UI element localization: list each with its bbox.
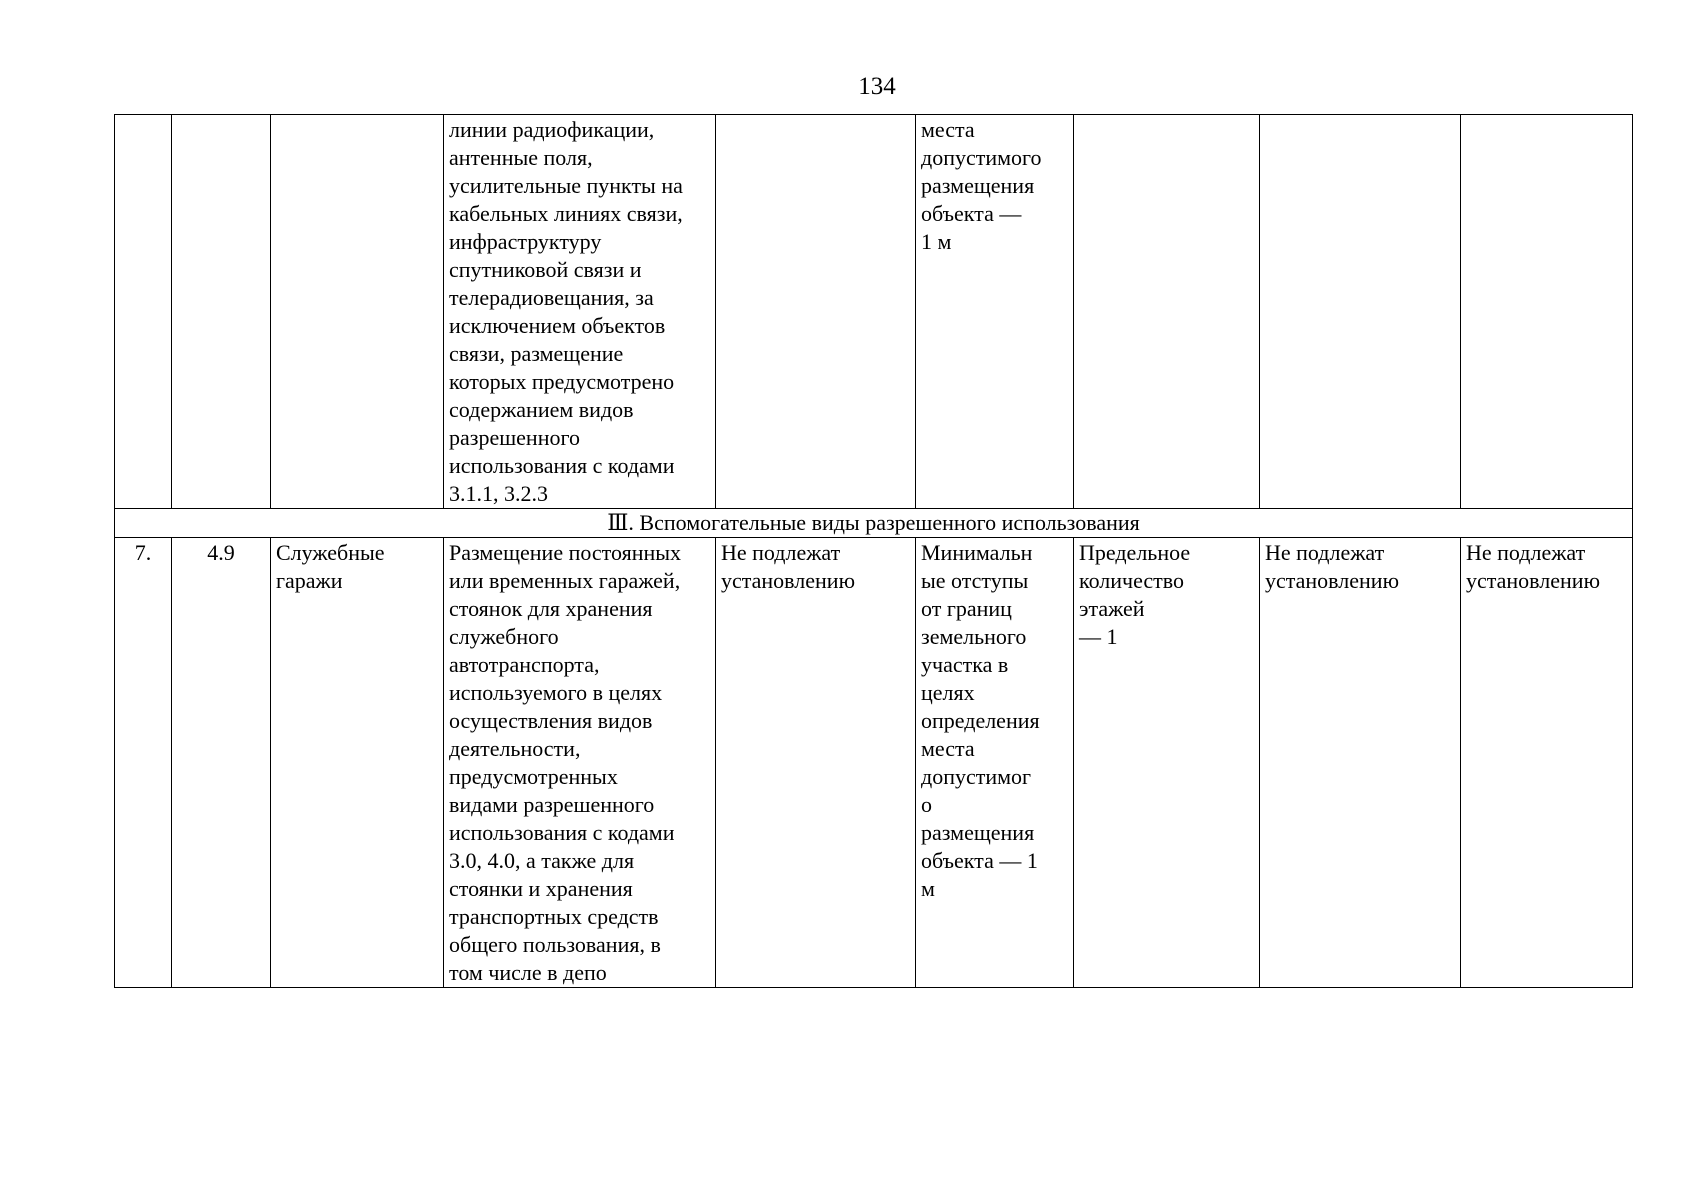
cell-column-5: [716, 115, 916, 509]
cell-column-9: [1461, 115, 1633, 509]
cell-column-6: Минимальн ые отступы от границ земельного участка в целях определения места допустимог о размещения объекта — 1 м: [916, 538, 1074, 988]
cell-code: [172, 115, 271, 509]
page-number: 134: [858, 73, 896, 100]
cell-name: Служебные гаражи: [271, 538, 444, 988]
section-heading-row: [115, 509, 1633, 538]
table-row: [115, 538, 1633, 988]
cell-column-8: Не подлежат установлению: [1260, 538, 1461, 988]
cell-code: 4.9: [172, 538, 271, 988]
cell-name: [271, 115, 444, 509]
section-heading: Ⅲ. Вспомогательные виды разрешенного использования: [115, 509, 1633, 538]
cell-column-5: Не подлежат установлению: [716, 538, 916, 988]
cell-number: [115, 115, 172, 509]
cell-column-9: Не подлежат установлению: [1461, 538, 1633, 988]
cell-column-7: Предельное количество этажей — 1: [1074, 538, 1260, 988]
cell-column-6: места допустимого размещения объекта — 1 м: [916, 115, 1074, 509]
cell-description: Размещение постоянных или временных гаражей, стоянок для хранения служебного автотранспорта, используемого в целях осуществления видов деятельности, предусмотренных видами разрешенного использования с кодами 3.0, 4.0, а также для стоянки и хранения транспортных средств общего пользования, в том числе в депо: [444, 538, 716, 988]
cell-column-7: [1074, 115, 1260, 509]
cell-description: линии радиофикации, антенные поля, усилительные пункты на кабельных линиях связи, инфраструктуру спутниковой связи и телерадиовещания, за исключением объектов связи, размещение которых предусмотрено содержанием видов разрешенного использования с кодами 3.1.1, 3.2.3: [444, 115, 716, 509]
regulations-table: [114, 114, 1633, 988]
cell-column-8: [1260, 115, 1461, 509]
table-row-continuation: [115, 115, 1633, 509]
cell-number: 7.: [115, 538, 172, 988]
